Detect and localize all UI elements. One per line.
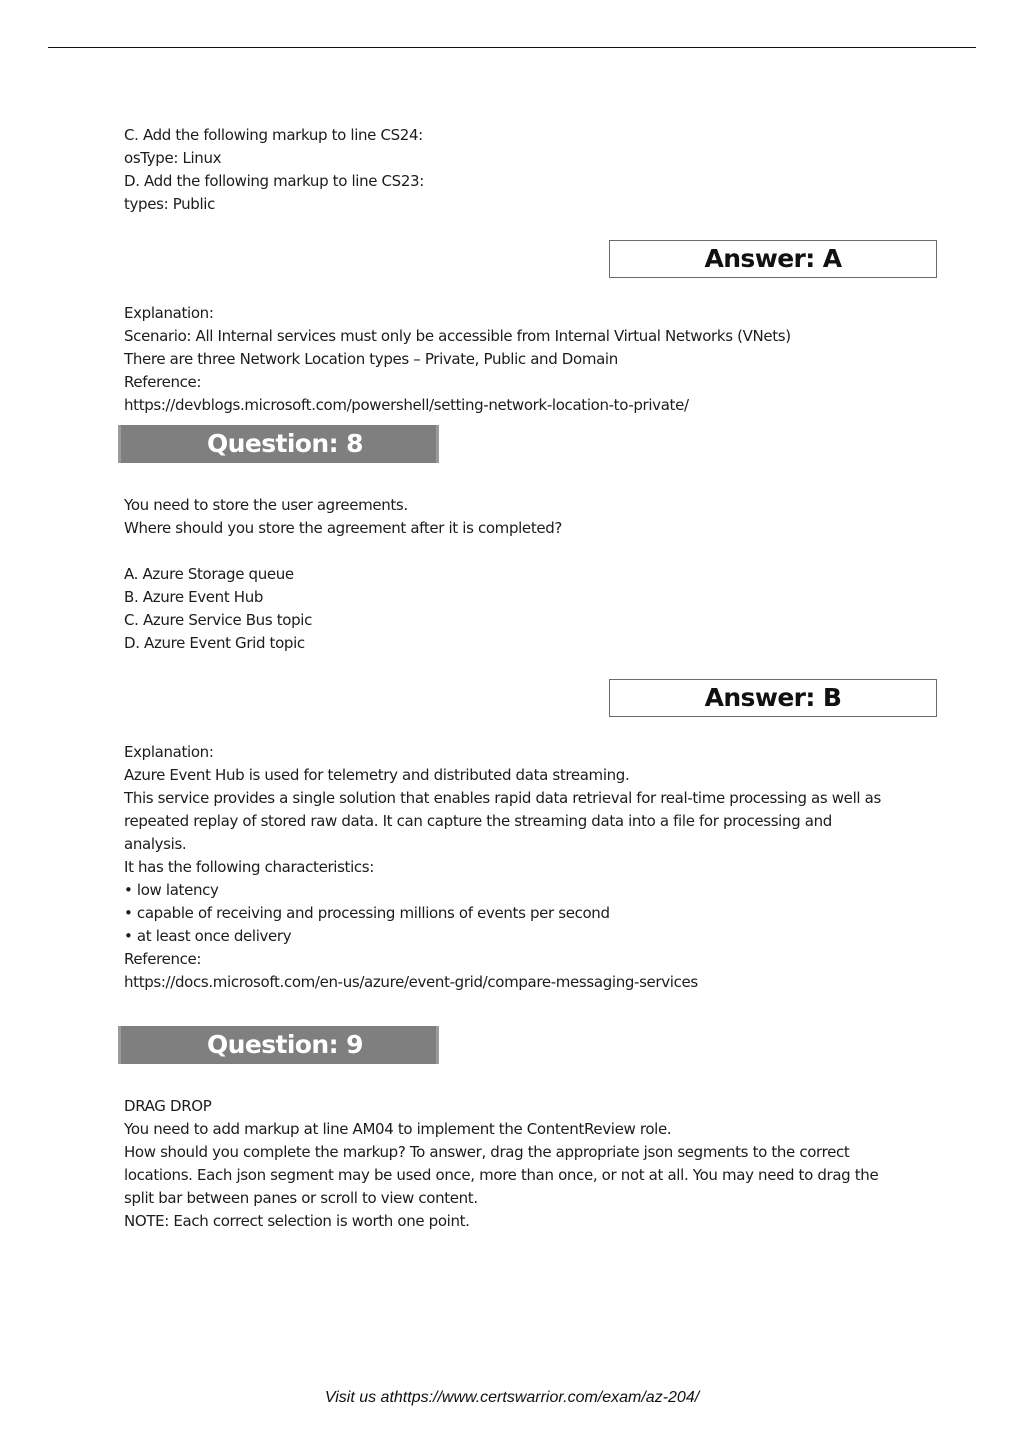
question-prompt: You need to add markup at line AM04 to implement the ContentReview role. <box>124 1120 672 1138</box>
option-b: B. Azure Event Hub <box>124 588 264 606</box>
explanation-line: Azure Event Hub is used for telemetry and distributed data streaming. <box>124 766 630 784</box>
question-type: DRAG DROP <box>124 1097 212 1115</box>
question-9-title: Question: 9 <box>207 1030 363 1059</box>
prev-explanation <box>124 302 944 417</box>
question-prompt: split bar between panes or scroll to view content. <box>124 1189 478 1207</box>
bullet-item: • low latency <box>124 881 219 899</box>
question-prompt: How should you complete the markup? To answer, drag the appropriate json segments to the correct <box>124 1143 850 1161</box>
reference-link[interactable]: https://docs.microsoft.com/en-us/azure/event-grid/compare-messaging-services <box>124 973 698 991</box>
question-note: NOTE: Each correct selection is worth one point. <box>124 1212 470 1230</box>
answer-box-q8 <box>609 679 937 717</box>
reference-label: Reference: <box>124 373 202 391</box>
question-9-body <box>124 1095 944 1233</box>
bullet-item: • at least once delivery <box>124 927 292 945</box>
explanation-line: This service provides a single solution that enables rapid data retrieval for real-time processing as well as <box>124 789 881 807</box>
answer-label: Answer: B <box>704 683 842 712</box>
question-8-header <box>118 425 439 463</box>
answer-box-prev <box>609 240 937 278</box>
explanation-line: It has the following characteristics: <box>124 858 374 876</box>
header-rule <box>48 47 976 48</box>
bullet-item: • capable of receiving and processing millions of events per second <box>124 904 610 922</box>
question-8-body <box>124 494 944 655</box>
option-c-value: osType: Linux <box>124 149 222 167</box>
question-9-header <box>118 1026 439 1064</box>
explanation-line: repeated replay of stored raw data. It can capture the streaming data into a file for processing and <box>124 812 832 830</box>
option-a: A. Azure Storage queue <box>124 565 294 583</box>
option-d-value: types: Public <box>124 195 215 213</box>
explanation-heading: Explanation: <box>124 743 214 761</box>
reference-link[interactable]: https://devblogs.microsoft.com/powershell/setting-network-location-to-private/ <box>124 396 689 414</box>
question-8-title: Question: 8 <box>207 429 363 458</box>
option-c: C. Azure Service Bus topic <box>124 611 312 629</box>
answer-label: Answer: A <box>704 244 842 273</box>
explanation-line: Scenario: All Internal services must only be accessible from Internal Virtual Networks (VNets) <box>124 327 791 345</box>
question-prompt: locations. Each json segment may be used once, more than once, or not at all. You may need to drag the <box>124 1166 879 1184</box>
footer-link[interactable]: Visit us athttps://www.certswarrior.com/exam/az-204/ <box>324 1389 700 1406</box>
explanation-heading: Explanation: <box>124 304 214 322</box>
option-c: C. Add the following markup to line CS24: <box>124 126 423 144</box>
option-d: D. Azure Event Grid topic <box>124 634 305 652</box>
reference-label: Reference: <box>124 950 202 968</box>
prev-question-options <box>124 124 944 216</box>
question-prompt: Where should you store the agreement after it is completed? <box>124 519 563 537</box>
option-d: D. Add the following markup to line CS23: <box>124 172 424 190</box>
question-8-explanation <box>124 741 944 994</box>
explanation-line: There are three Network Location types – Private, Public and Domain <box>124 350 618 368</box>
explanation-line: analysis. <box>124 835 187 853</box>
question-prompt: You need to store the user agreements. <box>124 496 408 514</box>
